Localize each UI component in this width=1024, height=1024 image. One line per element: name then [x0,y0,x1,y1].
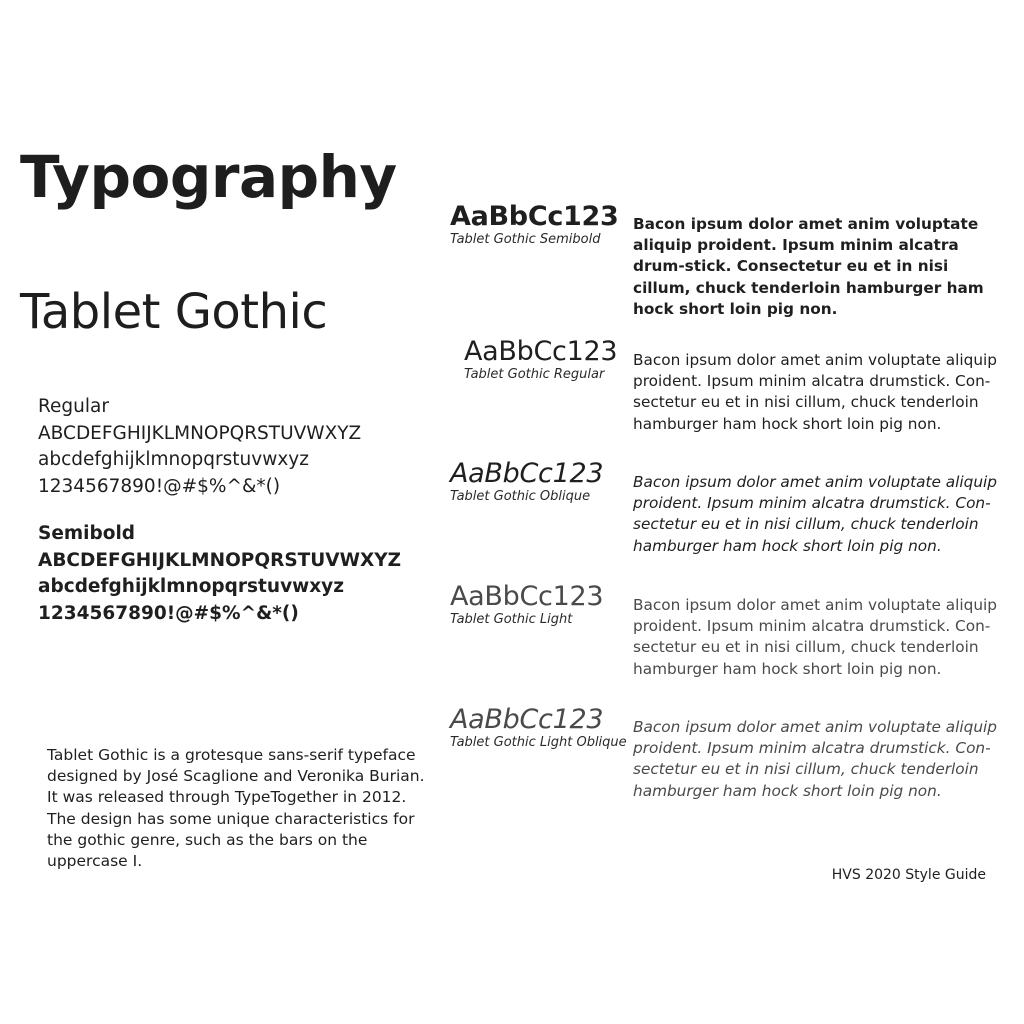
regular-label: Regular [38,396,109,417]
sample-paragraph-light-oblique: Bacon ipsum dolor amet anim voluptate aliquip proident. Ipsum minim alcatra drumstick. Con-sectetur eu et in nisi cillum, chuck tenderloin hamburger ham hock short loin pig non. [633,718,997,800]
specimen-caption: Tablet Gothic Light [450,612,573,627]
semibold-lowercase: abcdefghijklmnopqrstuvwxyz [38,576,344,597]
sample-paragraph-regular: Bacon ipsum dolor amet anim voluptate aliquip proident. Ipsum minim alcatra drumstick. Con-sectetur eu et in nisi cillum, chuck tenderloin hamburger ham hock short loin pig non. [633,351,997,433]
footer-text: HVS 2020 Style Guide [831,867,986,883]
regular-digits: 1234567890!@#$%^&*() [38,475,281,497]
specimen-semibold [450,202,619,247]
page-title: Typography [20,143,397,211]
specimen-text: AaBbCc123 [450,704,604,735]
specimen-regular [464,337,617,382]
specimen-oblique [450,459,603,504]
specimen-text: AaBbCc123 [450,581,604,612]
semibold-label: Semibold [38,523,136,544]
semibold-charset [38,521,401,627]
regular-uppercase: ABCDEFGHIJKLMNOPQRSTUVWXYZ [38,422,362,444]
sample-paragraph-semibold: Bacon ipsum dolor amet anim voluptate aliquip proident. Ipsum minim alcatra drum-stick. Consectetur eu et in nisi cillum, chuck tenderloin hamburger ham hock short loin pig non. [633,215,984,318]
regular-charset [38,394,361,500]
specimen-caption: Tablet Gothic Oblique [450,489,591,504]
specimen-caption: Tablet Gothic Regular [464,367,605,382]
specimen-caption: Tablet Gothic Light Oblique [450,735,627,750]
regular-lowercase: abcdefghijklmnopqrstuvwxyz [38,449,309,470]
sample-paragraph-light: Bacon ipsum dolor amet anim voluptate aliquip proident. Ipsum minim alcatra drumstick. Con-sectetur eu et in nisi cillum, chuck tenderloin hamburger ham hock short loin pig non. [633,596,997,678]
specimen-text: AaBbCc123 [464,336,618,367]
semibold-digits: 1234567890!@#$%^&*() [38,602,299,624]
specimen-light [450,582,603,627]
font-name-heading: Tablet Gothic [20,284,328,340]
specimen-caption: Tablet Gothic Semibold [450,232,601,247]
typeface-description: Tablet Gothic is a grotesque sans-serif typeface designed by José Scaglione and Veronika Burian. It was released through TypeTogether in 2012. The design has some unique characteristics for the gothic genre, such as the bars on the uppercase I. [47,746,425,871]
specimen-text: AaBbCc123 [450,201,619,232]
specimen-light-oblique [450,705,627,750]
semibold-uppercase: ABCDEFGHIJKLMNOPQRSTUVWXYZ [38,549,402,571]
specimen-text: AaBbCc123 [450,458,604,489]
sample-paragraph-oblique: Bacon ipsum dolor amet anim voluptate aliquip proident. Ipsum minim alcatra drumstick. Con-sectetur eu et in nisi cillum, chuck tenderloin hamburger ham hock short loin pig non. [633,473,997,555]
